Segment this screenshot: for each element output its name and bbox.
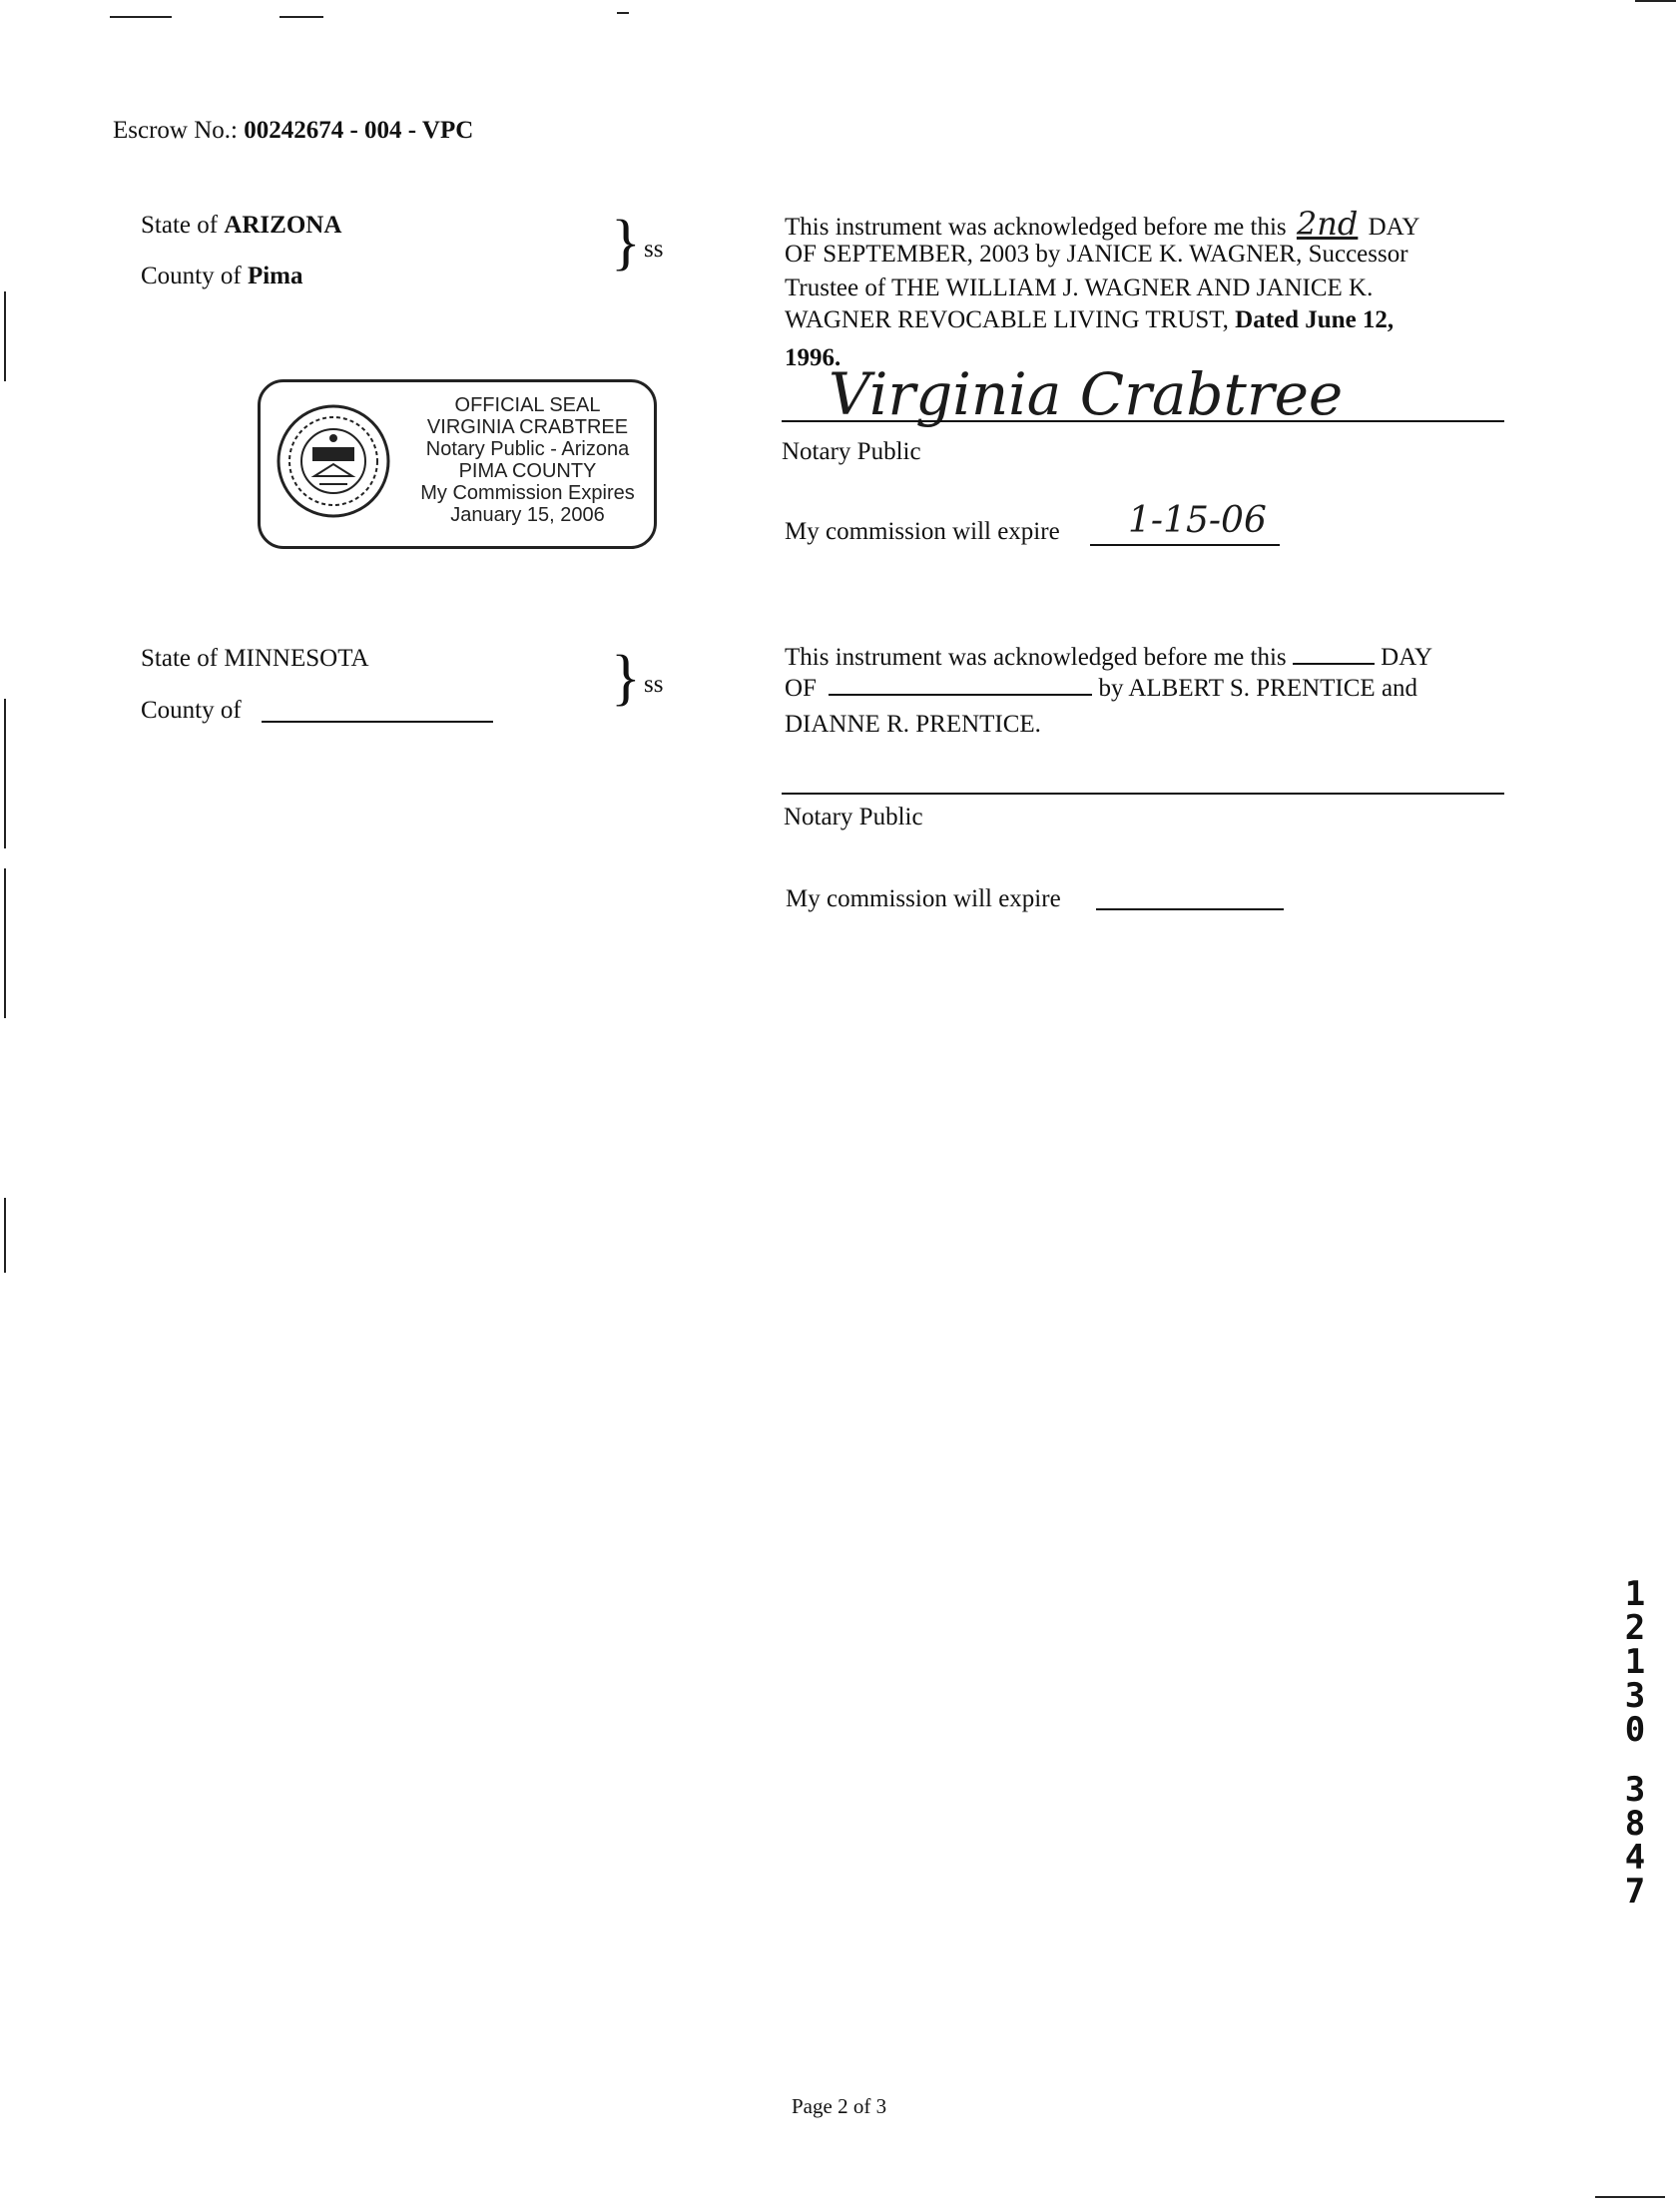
seal-line-name: VIRGINIA CRABTREE <box>426 416 629 438</box>
arizona-commission-date-handwritten: 1-15-06 <box>1128 500 1267 541</box>
seal-line-notary: Notary Public - Arizona <box>425 438 630 460</box>
arizona-state-line <box>141 211 341 241</box>
recording-digit: 3 <box>1624 1676 1646 1716</box>
scan-artifact-left-edge-2 <box>4 699 6 848</box>
arizona-notary-label: Notary Public <box>782 438 921 465</box>
notary-signature: Virginia Crabtree <box>829 360 1344 428</box>
minnesota-ack-line3: DIANNE R. PRENTICE. <box>785 711 1041 738</box>
arizona-state-seal-icon <box>275 402 392 520</box>
seal-line-county: PIMA COUNTY <box>458 460 597 482</box>
scan-artifact-left-edge-1 <box>4 291 6 381</box>
arizona-county-name: Pima <box>247 263 303 289</box>
seal-line-expires-label: My Commission Expires <box>420 482 635 504</box>
arizona-commission-line <box>1090 544 1280 546</box>
recording-digit: 8 <box>1624 1804 1646 1844</box>
minnesota-county-label: County of <box>141 697 242 724</box>
seal-line-expires-date: January 15, 2006 <box>450 504 605 526</box>
minnesota-signature-line <box>782 793 1504 795</box>
arizona-ack-day-handwritten: 2nd <box>1296 205 1359 243</box>
scan-artifact-top-left-2 <box>279 16 323 18</box>
recording-digit: 3 <box>1624 1770 1646 1810</box>
arizona-ack-line5: 1996. <box>785 344 841 371</box>
recording-digit: 1 <box>1624 1574 1646 1614</box>
scan-artifact-top-left-1 <box>110 16 172 18</box>
arizona-ack-line4-plain: WAGNER REVOCABLE LIVING TRUST, <box>785 306 1229 333</box>
minnesota-notary-label: Notary Public <box>784 804 923 830</box>
minnesota-ack-day-word: DAY <box>1381 644 1433 671</box>
scan-artifact-top-3 <box>617 12 629 14</box>
scan-artifact-top-right <box>1635 0 1676 2</box>
minnesota-commission-blank <box>1096 908 1284 910</box>
arizona-county-prefix: County of <box>141 263 242 289</box>
escrow-number: 00242674 - 004 - VPC <box>244 117 474 144</box>
arizona-ack-line4-bold: Dated June 12, <box>1235 306 1395 333</box>
scan-artifact-left-edge-3 <box>4 868 6 1018</box>
arizona-ss: ss <box>644 236 664 263</box>
arizona-ack-line2: OF SEPTEMBER, 2003 by JANICE K. WAGNER, Successor <box>785 241 1408 268</box>
arizona-signature-line <box>782 420 1504 422</box>
recording-digit: 2 <box>1624 1608 1646 1648</box>
arizona-ack-line1 <box>785 205 1420 243</box>
recording-digit: 7 <box>1624 1872 1646 1912</box>
minnesota-county-line <box>141 696 242 726</box>
official-seal-stamp <box>258 379 657 549</box>
arizona-ack-day-word: DAY <box>1368 214 1420 241</box>
arizona-ack-line1-text: This instrument was acknowledged before me this <box>785 214 1287 241</box>
seal-line-official: OFFICIAL SEAL <box>454 394 601 416</box>
minnesota-ack-line1-text: This instrument was acknowledged before me this <box>785 644 1287 671</box>
arizona-county-line <box>141 262 303 291</box>
minnesota-state-line: State of MINNESOTA <box>141 645 369 672</box>
arizona-ack-line4 <box>785 305 1394 335</box>
arizona-state-prefix: State of <box>141 212 219 239</box>
minnesota-county-blank <box>262 721 493 723</box>
recording-digit: 4 <box>1624 1838 1646 1878</box>
escrow-line <box>113 116 473 146</box>
minnesota-commission-label: My commission will expire <box>786 885 1061 912</box>
recording-number-stamp <box>1615 1574 1655 1912</box>
recording-digit: 0 <box>1624 1710 1646 1750</box>
arizona-ack-line3: Trustee of THE WILLIAM J. WAGNER AND JANICE K. <box>785 275 1374 301</box>
escrow-label: Escrow No.: <box>113 117 238 144</box>
scan-artifact-bottom-right <box>1595 2196 1665 2198</box>
minnesota-ack-of: OF <box>785 675 817 702</box>
minnesota-brace: } <box>611 644 641 712</box>
arizona-brace: } <box>611 209 641 276</box>
minnesota-ack-day-blank <box>1293 645 1375 665</box>
minnesota-ack-month-blank <box>829 676 1092 696</box>
arizona-commission-label: My commission will expire <box>785 518 1060 545</box>
recording-digit: 1 <box>1624 1642 1646 1682</box>
arizona-state-name: ARIZONA <box>224 212 342 239</box>
minnesota-ss: ss <box>644 671 664 698</box>
page-number: Page 2 of 3 <box>792 2094 887 2118</box>
seal-text-block <box>400 394 655 526</box>
minnesota-ack-parties: by ALBERT S. PRENTICE and <box>1098 675 1418 702</box>
scan-artifact-left-edge-4 <box>4 1198 6 1273</box>
minnesota-ack-line2 <box>785 674 1417 704</box>
minnesota-ack-line1 <box>785 643 1432 673</box>
